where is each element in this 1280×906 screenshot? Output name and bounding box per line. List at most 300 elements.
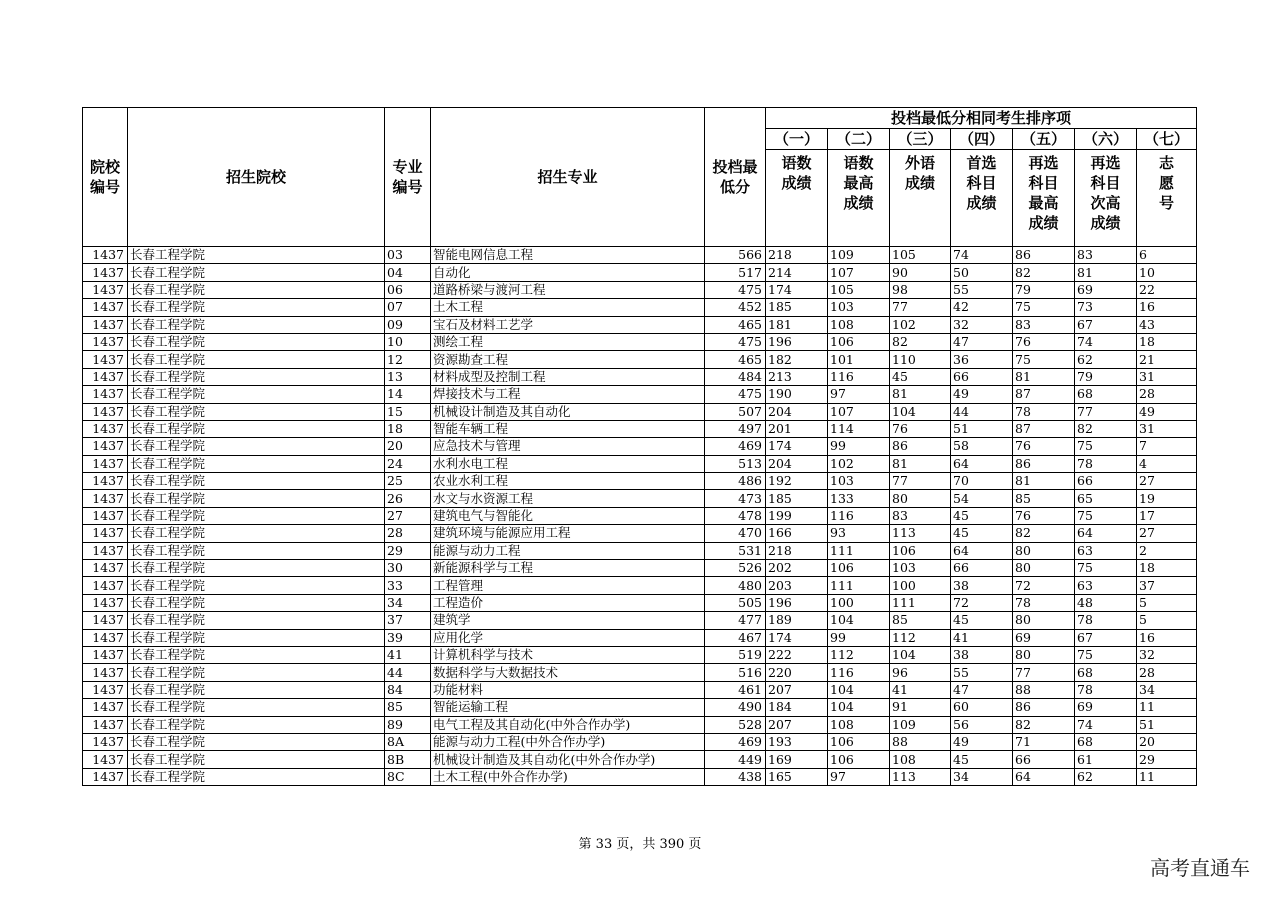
table-row [83,577,1197,594]
cell-crit-4: 42 [951,299,1013,316]
cell-school-name: 长春工程学院 [128,247,385,264]
header-criteria-1-text: 语数成绩 [781,154,812,192]
table-row [83,716,1197,733]
cell-crit-5: 76 [1013,507,1075,524]
cell-crit-5: 82 [1013,525,1075,542]
cell-crit-4: 74 [951,247,1013,264]
cell-crit-7: 18 [1137,560,1197,577]
cell-major-name: 建筑学 [431,612,705,629]
admission-table [82,107,1197,786]
cell-major-name: 功能材料 [431,681,705,698]
cell-crit-4: 66 [951,560,1013,577]
cell-crit-1: 218 [766,247,828,264]
header-criteria-chinese-math [766,150,828,247]
cell-major-name: 能源与动力工程 [431,542,705,559]
cell-school-code: 1437 [83,403,128,420]
cell-crit-6: 83 [1075,247,1137,264]
cell-crit-4: 47 [951,333,1013,350]
cell-crit-1: 218 [766,542,828,559]
cell-major-code: 14 [385,386,431,403]
cell-crit-5: 77 [1013,664,1075,681]
cell-crit-6: 78 [1075,612,1137,629]
cell-school-code: 1437 [83,316,128,333]
cell-school-name: 长春工程学院 [128,490,385,507]
cell-crit-5: 80 [1013,646,1075,663]
cell-min-score: 475 [705,386,766,403]
table-row [83,403,1197,420]
cell-crit-3: 98 [890,281,951,298]
cell-crit-1: 220 [766,664,828,681]
cell-major-code: 28 [385,525,431,542]
cell-crit-1: 165 [766,768,828,785]
table-row [83,629,1197,646]
header-criteria-4-text: 首选科目成绩 [966,154,997,212]
cell-crit-1: 196 [766,333,828,350]
cell-crit-2: 106 [828,333,890,350]
table-row [83,455,1197,472]
cell-crit-4: 56 [951,716,1013,733]
cell-crit-2: 109 [828,247,890,264]
cell-crit-7: 16 [1137,629,1197,646]
cell-crit-4: 64 [951,455,1013,472]
cell-crit-7: 17 [1137,507,1197,524]
cell-crit-7: 6 [1137,247,1197,264]
cell-crit-5: 80 [1013,612,1075,629]
cell-crit-3: 110 [890,351,951,368]
table-row [83,751,1197,768]
cell-crit-5: 82 [1013,716,1075,733]
header-major-code [385,108,431,247]
cell-crit-4: 50 [951,264,1013,281]
cell-crit-2: 111 [828,542,890,559]
cell-major-code: 39 [385,629,431,646]
cell-crit-7: 20 [1137,733,1197,750]
cell-crit-2: 105 [828,281,890,298]
page-number: 第 33 页，共 390 页 [578,837,702,852]
cell-crit-3: 82 [890,333,951,350]
cell-crit-6: 74 [1075,333,1137,350]
cell-school-name: 长春工程学院 [128,577,385,594]
cell-min-score: 465 [705,351,766,368]
cell-school-code: 1437 [83,438,128,455]
cell-school-code: 1437 [83,716,128,733]
cell-min-score: 438 [705,768,766,785]
cell-min-score: 519 [705,646,766,663]
header-major-code-text: 专业编号 [392,158,423,196]
cell-min-score: 505 [705,594,766,611]
cell-school-name: 长春工程学院 [128,455,385,472]
table-row [83,316,1197,333]
cell-crit-5: 81 [1013,368,1075,385]
cell-major-name: 自动化 [431,264,705,281]
cell-crit-6: 75 [1075,560,1137,577]
cell-crit-6: 78 [1075,681,1137,698]
cell-school-code: 1437 [83,612,128,629]
cell-min-score: 528 [705,716,766,733]
table-row [83,333,1197,350]
cell-crit-2: 107 [828,264,890,281]
cell-school-name: 长春工程学院 [128,629,385,646]
cell-school-name: 长春工程学院 [128,716,385,733]
cell-crit-1: 207 [766,716,828,733]
cell-crit-5: 86 [1013,247,1075,264]
cell-major-name: 道路桥梁与渡河工程 [431,281,705,298]
cell-school-code: 1437 [83,333,128,350]
table-row [83,473,1197,490]
cell-crit-3: 100 [890,577,951,594]
cell-crit-3: 81 [890,386,951,403]
cell-crit-6: 69 [1075,281,1137,298]
cell-school-code: 1437 [83,699,128,716]
cell-crit-5: 86 [1013,455,1075,472]
table-row [83,264,1197,281]
cell-crit-6: 82 [1075,420,1137,437]
cell-crit-2: 107 [828,403,890,420]
cell-major-code: 37 [385,612,431,629]
cell-crit-6: 69 [1075,699,1137,716]
cell-crit-6: 65 [1075,490,1137,507]
cell-school-name: 长春工程学院 [128,386,385,403]
header-criteria-7-text: 志愿号 [1158,154,1174,212]
cell-min-score: 475 [705,333,766,350]
cell-major-name: 土木工程(中外合作办学) [431,768,705,785]
cell-min-score: 531 [705,542,766,559]
table-row [83,438,1197,455]
cell-crit-4: 32 [951,316,1013,333]
cell-crit-7: 34 [1137,681,1197,698]
cell-crit-4: 38 [951,577,1013,594]
cell-crit-1: 192 [766,473,828,490]
cell-crit-7: 19 [1137,490,1197,507]
cell-school-name: 长春工程学院 [128,646,385,663]
cell-crit-1: 207 [766,681,828,698]
cell-crit-6: 62 [1075,768,1137,785]
cell-school-code: 1437 [83,751,128,768]
cell-crit-3: 83 [890,507,951,524]
cell-crit-7: 29 [1137,751,1197,768]
cell-crit-6: 74 [1075,716,1137,733]
cell-major-code: 33 [385,577,431,594]
cell-major-code: 8A [385,733,431,750]
cell-major-name: 材料成型及控制工程 [431,368,705,385]
cell-crit-3: 102 [890,316,951,333]
header-criteria-preference-no [1137,150,1197,247]
cell-crit-2: 116 [828,368,890,385]
cell-school-code: 1437 [83,768,128,785]
cell-school-code: 1437 [83,386,128,403]
cell-crit-1: 181 [766,316,828,333]
cell-min-score: 480 [705,577,766,594]
header-criteria-foreign-language [890,150,951,247]
header-rank-4: （四） [951,129,1013,150]
cell-crit-4: 49 [951,386,1013,403]
cell-major-code: 25 [385,473,431,490]
cell-crit-3: 88 [890,733,951,750]
cell-crit-3: 112 [890,629,951,646]
cell-crit-7: 21 [1137,351,1197,368]
cell-crit-5: 78 [1013,403,1075,420]
cell-crit-3: 105 [890,247,951,264]
cell-crit-3: 86 [890,438,951,455]
cell-crit-3: 41 [890,681,951,698]
header-min-score-text: 投档最低分 [712,158,758,196]
cell-crit-1: 169 [766,751,828,768]
cell-school-code: 1437 [83,281,128,298]
cell-school-name: 长春工程学院 [128,420,385,437]
cell-crit-5: 75 [1013,351,1075,368]
cell-min-score: 526 [705,560,766,577]
cell-crit-2: 114 [828,420,890,437]
cell-school-code: 1437 [83,594,128,611]
header-rank-3: （三） [890,129,951,150]
table-body [83,247,1197,786]
cell-crit-7: 5 [1137,612,1197,629]
cell-crit-2: 93 [828,525,890,542]
header-criteria-5-text: 再选科目最高成绩 [1028,154,1059,232]
cell-crit-7: 27 [1137,525,1197,542]
cell-crit-6: 63 [1075,577,1137,594]
cell-crit-7: 16 [1137,299,1197,316]
cell-crit-7: 7 [1137,438,1197,455]
cell-crit-7: 2 [1137,542,1197,559]
header-criteria-chinese-math-max [828,150,890,247]
header-criteria-3-text: 外语成绩 [904,154,935,192]
cell-school-name: 长春工程学院 [128,264,385,281]
cell-crit-5: 79 [1013,281,1075,298]
cell-crit-1: 185 [766,299,828,316]
table-row [83,368,1197,385]
cell-crit-2: 111 [828,577,890,594]
cell-min-score: 470 [705,525,766,542]
cell-crit-3: 113 [890,525,951,542]
cell-major-name: 土木工程 [431,299,705,316]
cell-major-name: 机械设计制造及其自动化(中外合作办学) [431,751,705,768]
cell-major-name: 数据科学与大数据技术 [431,664,705,681]
cell-crit-6: 68 [1075,664,1137,681]
cell-crit-5: 85 [1013,490,1075,507]
cell-crit-3: 81 [890,455,951,472]
table-row [83,525,1197,542]
table-row [83,351,1197,368]
cell-major-name: 智能车辆工程 [431,420,705,437]
table-header [83,108,1197,247]
cell-crit-7: 5 [1137,594,1197,611]
header-min-score [705,108,766,247]
cell-major-code: 34 [385,594,431,611]
cell-school-code: 1437 [83,542,128,559]
cell-crit-4: 70 [951,473,1013,490]
cell-school-name: 长春工程学院 [128,612,385,629]
cell-crit-4: 45 [951,507,1013,524]
cell-school-code: 1437 [83,733,128,750]
cell-min-score: 566 [705,247,766,264]
cell-school-code: 1437 [83,577,128,594]
cell-major-name: 新能源科学与工程 [431,560,705,577]
cell-school-code: 1437 [83,473,128,490]
cell-crit-4: 45 [951,612,1013,629]
cell-crit-2: 116 [828,664,890,681]
cell-crit-5: 88 [1013,681,1075,698]
cell-min-score: 469 [705,733,766,750]
cell-crit-2: 99 [828,629,890,646]
cell-major-code: 12 [385,351,431,368]
header-tiebreak-group: 投档最低分相同考生排序项 [766,108,1197,129]
cell-crit-5: 80 [1013,560,1075,577]
cell-crit-1: 222 [766,646,828,663]
cell-major-code: 26 [385,490,431,507]
cell-crit-5: 72 [1013,577,1075,594]
cell-crit-3: 76 [890,420,951,437]
cell-crit-1: 202 [766,560,828,577]
header-rank-1: （一） [766,129,828,150]
table-row [83,386,1197,403]
cell-crit-1: 182 [766,351,828,368]
cell-major-code: 06 [385,281,431,298]
cell-crit-7: 11 [1137,699,1197,716]
header-school-code [83,108,128,247]
table-row [83,699,1197,716]
cell-crit-1: 184 [766,699,828,716]
cell-school-code: 1437 [83,629,128,646]
cell-school-name: 长春工程学院 [128,733,385,750]
cell-crit-4: 47 [951,681,1013,698]
cell-crit-6: 73 [1075,299,1137,316]
cell-crit-3: 96 [890,664,951,681]
cell-school-name: 长春工程学院 [128,681,385,698]
header-rank-7: （七） [1137,129,1197,150]
cell-major-name: 能源与动力工程(中外合作办学) [431,733,705,750]
cell-crit-1: 185 [766,490,828,507]
cell-crit-2: 103 [828,473,890,490]
cell-crit-2: 106 [828,560,890,577]
cell-school-code: 1437 [83,247,128,264]
cell-crit-1: 174 [766,438,828,455]
cell-crit-4: 64 [951,542,1013,559]
cell-major-code: 84 [385,681,431,698]
header-criteria-reselect-max [1013,150,1075,247]
cell-school-name: 长春工程学院 [128,333,385,350]
cell-min-score: 473 [705,490,766,507]
cell-crit-1: 166 [766,525,828,542]
header-rank-5: （五） [1013,129,1075,150]
cell-crit-4: 55 [951,281,1013,298]
cell-min-score: 461 [705,681,766,698]
cell-crit-3: 91 [890,699,951,716]
cell-crit-3: 104 [890,403,951,420]
cell-school-code: 1437 [83,560,128,577]
table-row [83,681,1197,698]
cell-major-name: 测绘工程 [431,333,705,350]
cell-crit-7: 4 [1137,455,1197,472]
cell-crit-1: 203 [766,577,828,594]
table-row [83,420,1197,437]
cell-min-score: 517 [705,264,766,281]
cell-min-score: 490 [705,699,766,716]
cell-major-code: 09 [385,316,431,333]
cell-school-code: 1437 [83,368,128,385]
cell-crit-3: 109 [890,716,951,733]
header-criteria-first-subject [951,150,1013,247]
cell-crit-4: 36 [951,351,1013,368]
table-row [83,299,1197,316]
cell-crit-4: 34 [951,768,1013,785]
cell-crit-5: 86 [1013,699,1075,716]
cell-crit-7: 43 [1137,316,1197,333]
cell-crit-6: 61 [1075,751,1137,768]
cell-major-code: 27 [385,507,431,524]
cell-crit-6: 68 [1075,386,1137,403]
table-row [83,542,1197,559]
header-major: 招生专业 [431,108,705,247]
cell-crit-7: 10 [1137,264,1197,281]
cell-min-score: 484 [705,368,766,385]
cell-min-score: 486 [705,473,766,490]
cell-major-name: 电气工程及其自动化(中外合作办学) [431,716,705,733]
cell-major-name: 智能电网信息工程 [431,247,705,264]
cell-min-score: 497 [705,420,766,437]
cell-school-name: 长春工程学院 [128,351,385,368]
cell-crit-2: 97 [828,768,890,785]
cell-crit-7: 37 [1137,577,1197,594]
cell-crit-3: 106 [890,542,951,559]
cell-crit-4: 49 [951,733,1013,750]
cell-school-name: 长春工程学院 [128,507,385,524]
cell-major-code: 07 [385,299,431,316]
cell-crit-1: 214 [766,264,828,281]
watermark: 高考直通车 [1150,856,1250,880]
cell-school-name: 长春工程学院 [128,368,385,385]
cell-crit-7: 49 [1137,403,1197,420]
cell-crit-6: 48 [1075,594,1137,611]
cell-crit-3: 108 [890,751,951,768]
cell-crit-3: 113 [890,768,951,785]
cell-school-code: 1437 [83,351,128,368]
cell-min-score: 513 [705,455,766,472]
cell-crit-5: 80 [1013,542,1075,559]
cell-school-name: 长春工程学院 [128,542,385,559]
cell-major-name: 焊接技术与工程 [431,386,705,403]
cell-crit-6: 78 [1075,455,1137,472]
cell-crit-4: 45 [951,751,1013,768]
table-row [83,490,1197,507]
cell-major-name: 计算机科学与技术 [431,646,705,663]
cell-crit-6: 67 [1075,316,1137,333]
cell-school-name: 长春工程学院 [128,594,385,611]
cell-major-code: 04 [385,264,431,281]
cell-crit-7: 22 [1137,281,1197,298]
cell-crit-7: 31 [1137,368,1197,385]
cell-crit-4: 38 [951,646,1013,663]
cell-crit-1: 204 [766,455,828,472]
cell-major-name: 建筑环境与能源应用工程 [431,525,705,542]
cell-min-score: 516 [705,664,766,681]
table-row [83,247,1197,264]
cell-school-code: 1437 [83,525,128,542]
cell-school-code: 1437 [83,264,128,281]
cell-crit-6: 77 [1075,403,1137,420]
table-row [83,594,1197,611]
cell-major-code: 10 [385,333,431,350]
cell-crit-1: 174 [766,629,828,646]
table-row [83,664,1197,681]
cell-min-score: 477 [705,612,766,629]
cell-crit-5: 87 [1013,386,1075,403]
cell-crit-6: 75 [1075,438,1137,455]
cell-crit-3: 90 [890,264,951,281]
cell-min-score: 478 [705,507,766,524]
cell-major-code: 24 [385,455,431,472]
cell-crit-1: 213 [766,368,828,385]
